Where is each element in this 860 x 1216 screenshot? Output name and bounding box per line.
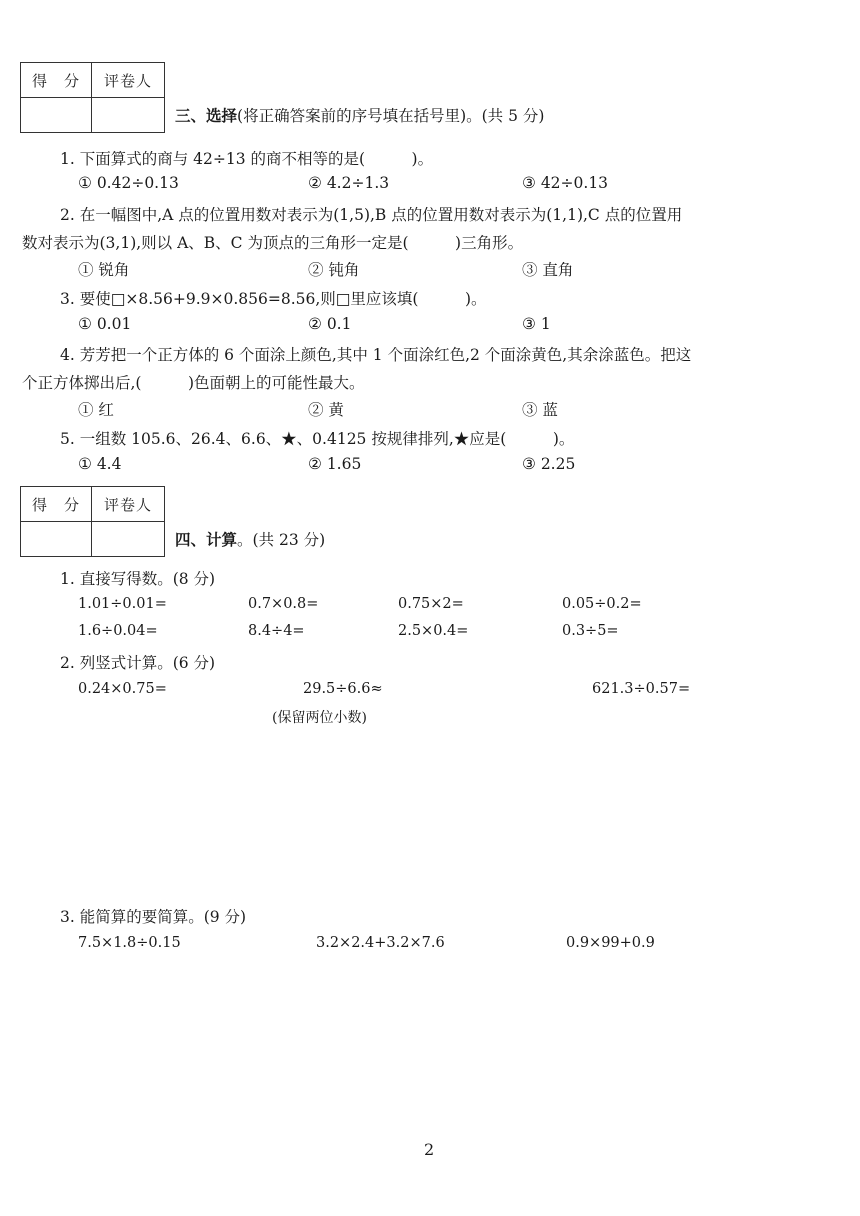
vertical-calc-item: 621.3÷0.57= <box>592 681 691 697</box>
score-cell[interactable] <box>21 98 92 133</box>
question-4-stem-cont: 个正方体掷出后,( )色面朝上的可能性最大。 <box>22 374 365 392</box>
vertical-calc-item: 0.24×0.75= <box>78 681 167 697</box>
score-table-section3 <box>20 62 165 133</box>
calc-item: 0.7×0.8= <box>248 596 319 612</box>
q5-option-3[interactable]: ③ 2.25 <box>522 455 576 473</box>
calc-item: 8.4÷4= <box>248 623 305 639</box>
section3-title-bold: 三、选择 <box>175 106 238 125</box>
q3-option-3[interactable]: ③ 1 <box>522 315 551 333</box>
grader-cell[interactable] <box>92 522 165 557</box>
q5-option-1[interactable]: ① 4.4 <box>78 455 122 473</box>
q2-option-2[interactable]: ② 钝角 <box>308 261 360 279</box>
q1-option-3[interactable]: ③ 42÷0.13 <box>522 174 609 192</box>
grader-cell[interactable] <box>92 98 165 133</box>
score-table-section4 <box>20 486 165 557</box>
section3-title <box>175 104 544 126</box>
part3-heading: 3. 能简算的要简算。(9 分) <box>60 908 247 926</box>
q1-option-1[interactable]: ① 0.42÷0.13 <box>78 174 179 192</box>
question-1-stem: 1. 下面算式的商与 42÷13 的商不相等的是( )。 <box>60 150 434 168</box>
q4-option-3[interactable]: ③ 蓝 <box>522 401 558 419</box>
q2-option-1[interactable]: ① 锐角 <box>78 261 130 279</box>
q4-option-1[interactable]: ① 红 <box>78 401 114 419</box>
calc-item: 1.6÷0.04= <box>78 623 158 639</box>
rounding-note: (保留两位小数) <box>272 710 367 726</box>
simplify-item: 0.9×99+0.9 <box>566 935 655 951</box>
calc-item: 2.5×0.4= <box>398 623 469 639</box>
calc-item: 0.05÷0.2= <box>562 596 642 612</box>
section4-title-bold: 四、计算 <box>175 530 238 549</box>
score-header: 得 分 <box>21 487 92 522</box>
q2-option-3[interactable]: ③ 直角 <box>522 261 574 279</box>
calc-item: 0.75×2= <box>398 596 464 612</box>
q3-option-2[interactable]: ② 0.1 <box>308 315 352 333</box>
question-2-stem-cont: 数对表示为(3,1),则以 A、B、C 为顶点的三角形一定是( )三角形。 <box>22 234 524 252</box>
question-5-stem: 5. 一组数 105.6、26.4、6.6、★、0.4125 按规律排列,★应是( )。 <box>60 430 575 448</box>
score-cell[interactable] <box>21 522 92 557</box>
answer-area-part2[interactable] <box>60 735 800 895</box>
calc-item: 0.3÷5= <box>562 623 619 639</box>
question-3-stem: 3. 要使□×8.56+9.9×0.856=8.56,则□里应该填( )。 <box>60 290 487 308</box>
question-4-stem: 4. 芳芳把一个正方体的 6 个面涂上颜色,其中 1 个面涂红色,2 个面涂黄色,其余涂蓝色。把这 <box>60 346 692 364</box>
vertical-calc-item: 29.5÷6.6≈ <box>303 681 383 697</box>
section3-title-rest: (将正确答案前的序号填在括号里)。(共 5 分) <box>237 107 545 125</box>
simplify-item: 3.2×2.4+3.2×7.6 <box>316 935 445 951</box>
score-header: 得 分 <box>21 63 92 98</box>
grader-header: 评卷人 <box>92 487 165 522</box>
part1-heading: 1. 直接写得数。(8 分) <box>60 570 216 588</box>
grader-header: 评卷人 <box>92 63 165 98</box>
section4-title-rest: 。(共 23 分) <box>237 531 326 549</box>
q5-option-2[interactable]: ② 1.65 <box>308 455 362 473</box>
part2-heading: 2. 列竖式计算。(6 分) <box>60 654 216 672</box>
section4-title <box>175 528 325 550</box>
answer-area-part3[interactable] <box>60 965 800 1115</box>
q3-option-1[interactable]: ① 0.01 <box>78 315 132 333</box>
page-number: 2 <box>424 1140 435 1159</box>
question-2-stem: 2. 在一幅图中,A 点的位置用数对表示为(1,5),B 点的位置用数对表示为(1,1),C 点的位置用 <box>60 206 683 224</box>
q4-option-2[interactable]: ② 黄 <box>308 401 344 419</box>
calc-item: 1.01÷0.01= <box>78 596 167 612</box>
q1-option-2[interactable]: ② 4.2÷1.3 <box>308 174 390 192</box>
simplify-item: 7.5×1.8÷0.15 <box>78 935 181 951</box>
